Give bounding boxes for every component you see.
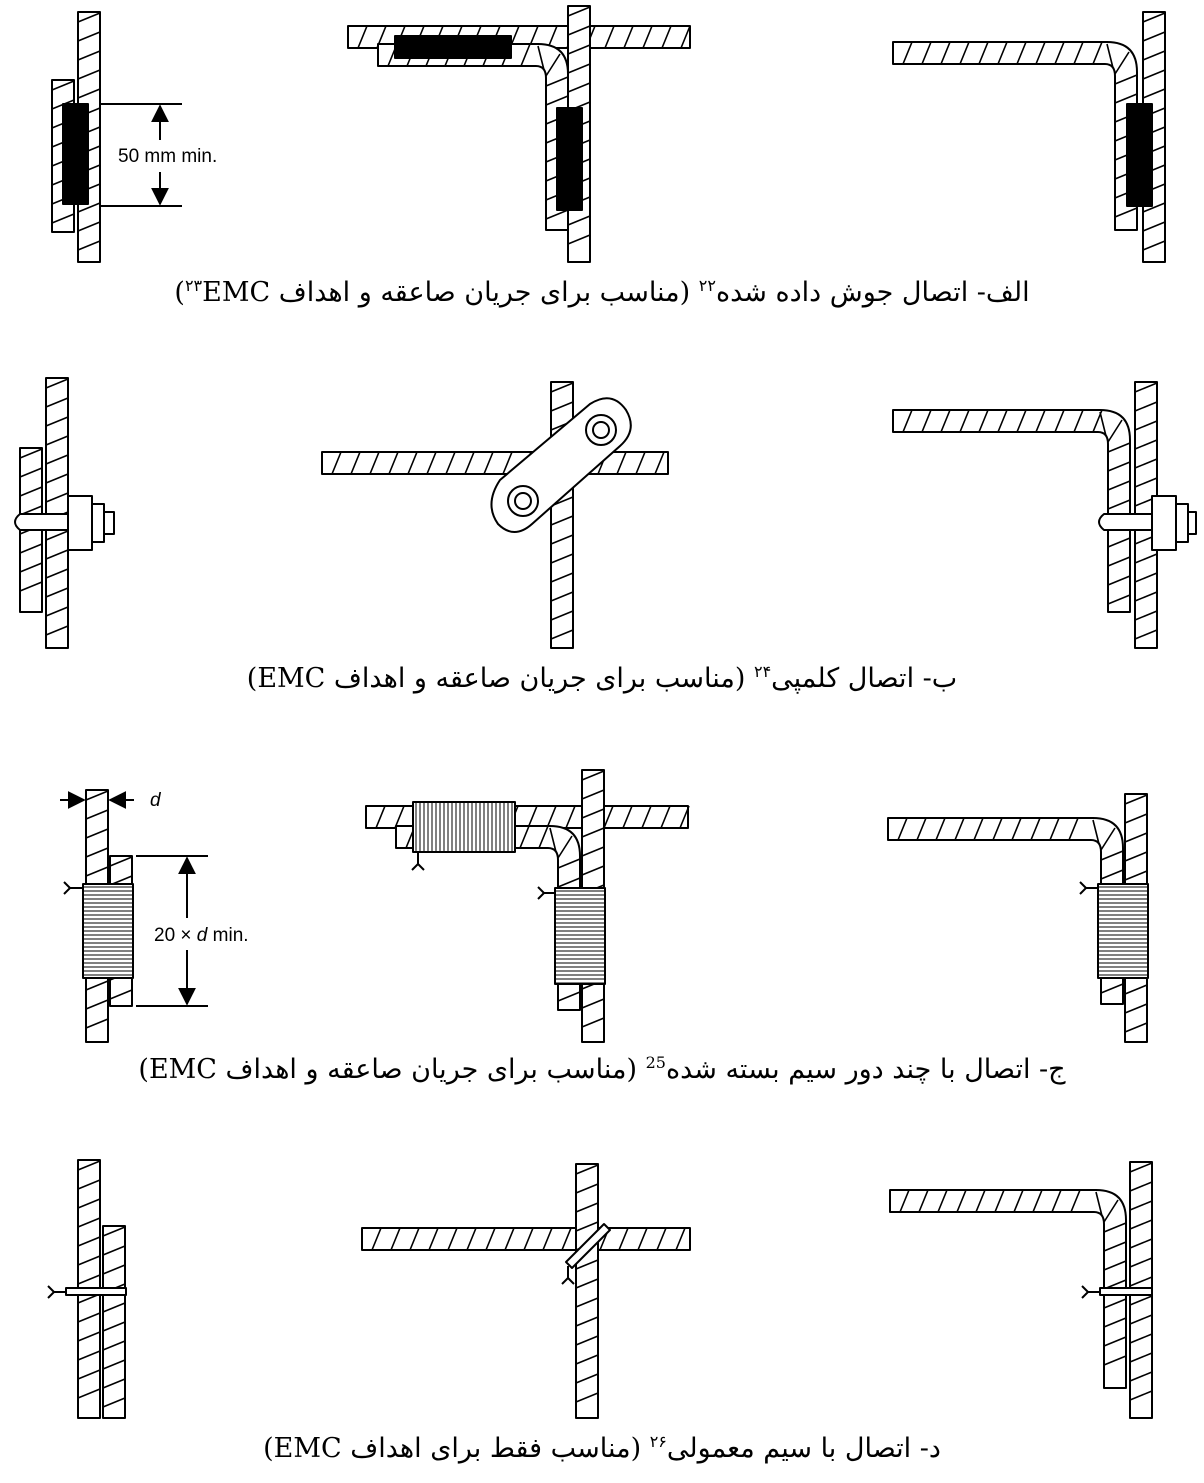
- caption-wire-wrapped: ج- اتصال با چند دور سیم بسته شده$^{25}$ (مناسب برای جریان صاعقه و اهداف EMC): [138, 1053, 1066, 1085]
- caption-tie-wire: د- اتصال با سیم معمولی$^{۲۶}$ (مناسب فقط برای اهداف EMC): [263, 1432, 941, 1464]
- row4-mid-vbar: [576, 1164, 598, 1418]
- row4-left-tie: [66, 1288, 126, 1295]
- row2-left-bolt-end: [104, 512, 114, 534]
- weld-length-label: 50 mm min.: [118, 146, 218, 167]
- row2-left-clamp: [68, 496, 92, 550]
- row1-left-weld: [63, 104, 88, 204]
- row1-mid-weld-v: [557, 108, 582, 210]
- diameter-label: d: [150, 790, 161, 811]
- row2-right-nut: [1176, 504, 1188, 542]
- row2-right-lbar: [893, 410, 1130, 612]
- row4-right-lbar: [890, 1190, 1126, 1388]
- row2-right-clamp: [1152, 496, 1176, 550]
- row2-left-nut: [92, 504, 104, 542]
- row1-right-weld: [1127, 104, 1152, 206]
- row4-left-tie-tail: [48, 1286, 66, 1298]
- row2-mid-bolt-2-inner: [515, 493, 531, 509]
- row3-mid-wire-tail-h: [412, 852, 424, 870]
- row2-mid-bolt-1-inner: [593, 422, 609, 438]
- row2-right-lbar-ribs: [903, 410, 1130, 604]
- row3-right-lbar: [888, 818, 1123, 1004]
- row2-left-bolt: [15, 514, 68, 530]
- row4-left-bar-lap: [103, 1226, 125, 1418]
- row1-mid-lbar-ribs: [388, 44, 568, 219]
- caption-clamped: ب- اتصال کلمپی$^{۲۴}$ (مناسب برای جریان صاعقه و اهداف EMC): [246, 662, 958, 694]
- row1-right-lbar-ribs: [903, 42, 1137, 217]
- row4-right-tie-tail: [1082, 1286, 1100, 1298]
- row1-mid-weld-h: [395, 36, 511, 58]
- row4-right-tie: [1100, 1288, 1152, 1295]
- row3-mid-lbar: [396, 826, 580, 1010]
- row3-left-wire-tail: [64, 882, 82, 894]
- row1-right-lbar: [893, 42, 1137, 230]
- row3-mid-wire-tail-v: [538, 887, 556, 899]
- wrap-length-label: 20 × d min.: [154, 925, 249, 946]
- row3-mid-coil-v: [555, 888, 605, 984]
- row3-right-wire-tail: [1080, 882, 1098, 894]
- caption-welded: الف- اتصال جوش داده شده$^{۲۲}$ (مناسب برای جریان صاعقه و اهداف EMC$^{۲۳}$): [174, 276, 1030, 308]
- row2-right-bolt: [1099, 514, 1152, 530]
- row1-mid-lbar: [378, 44, 568, 230]
- row4-right-lbar-ribs: [900, 1190, 1126, 1365]
- row3-right-lbar-ribs: [898, 818, 1123, 993]
- row2-right-bolt-end: [1188, 512, 1196, 534]
